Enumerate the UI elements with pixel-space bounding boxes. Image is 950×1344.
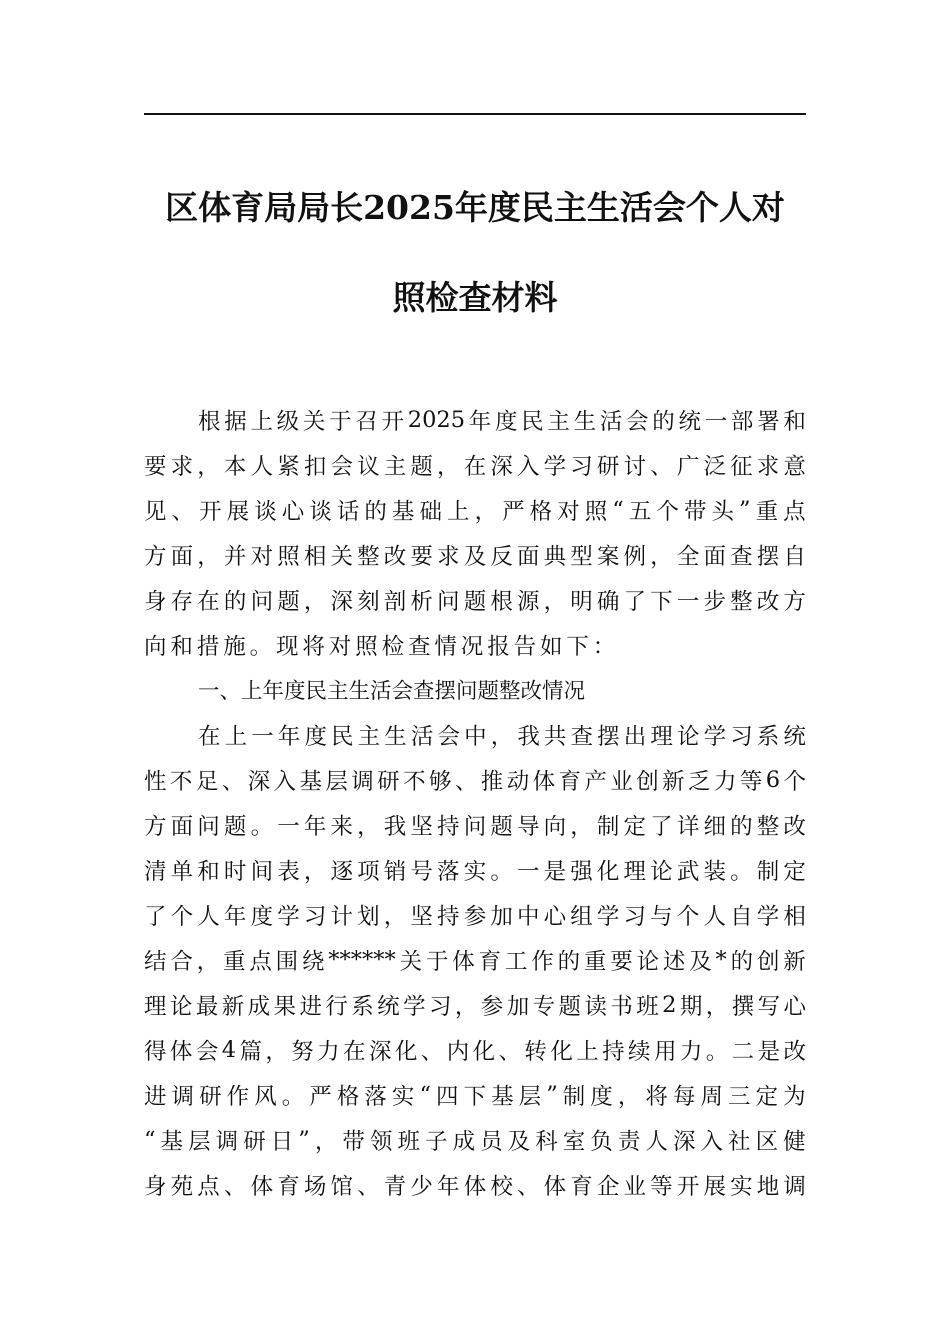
document-title <box>144 163 806 343</box>
paragraph-line: 结 合 ， 重 点 围 绕 ****** 关 于 体 育 工 作 的 重 要 论 述 及 * 的 创 新 <box>144 946 806 975</box>
paragraph-line: 根 据 上 级 关 于 召 开 2025 年 度 民 主 生 活 会 的 统 一 部 署 和 <box>198 406 806 435</box>
paragraph-line: 得 体 会 4 篇 ， 努 力 在 深 化 、 内 化 、 转 化 上 持 续 用 力 。 二 是 改 <box>144 1036 806 1065</box>
paragraph-line: 理 论 最 新 成 果 进 行 系 统 学 习 ， 参 加 专 题 读 书 班 2 期 ， 撰 写 心 <box>144 991 806 1020</box>
title-line: 照检查材料 <box>392 278 558 317</box>
paragraph-line: 清 单 和 时 间 表 ， 逐 项 销 号 落 实 。 一 是 强 化 理 论 武 装 。 制 定 <box>144 858 806 885</box>
paragraph-line: “ 基 层 调 研 日 ” ， 带 领 班 子 成 员 及 科 室 负 责 人 深 入 社 区 健 <box>144 1126 806 1155</box>
paragraph-line: 性 不 足 、 深 入 基 层 调 研 不 够 、 推 动 体 育 产 业 创 新 乏 力 等 6 个 <box>144 766 806 795</box>
section-heading: 一、上年度民主生活会查摆问题整改情况 <box>198 679 586 704</box>
paragraph-line: 在 上 一 年 度 民 主 生 活 会 中 ， 我 共 查 摆 出 理 论 学 习 系 统 <box>198 723 806 750</box>
paragraph-line: 向和措施。现将对照检查情况报告如下： <box>144 633 620 660</box>
paragraph-line: 要 求 ， 本 人 紧 扣 会 议 主 题 ， 在 深 入 学 习 研 讨 、 广 泛 征 求 意 <box>144 453 806 480</box>
title-line: 区体育局局长2025年度民主生活会个人对 <box>165 188 785 227</box>
paragraph-line: 方 面 ， 并 对 照 相 关 整 改 要 求 及 反 面 典 型 案 例 ， 全 面 查 摆 自 <box>144 543 806 570</box>
paragraph-line: 进 调 研 作 风 。 严 格 落 实 “ 四 下 基 层 ” 制 度 ， 将 每 周 三 定 为 <box>144 1081 806 1110</box>
paragraph-line: 了 个 人 年 度 学 习 计 划 ， 坚 持 参 加 中 心 组 学 习 与 个 人 自 学 相 <box>144 903 806 930</box>
paragraph-line: 见 、 开 展 谈 心 谈 话 的 基 础 上 ， 严 格 对 照 “ 五 个 带 头 ” 重 点 <box>144 496 806 525</box>
paragraph-line: 身 苑 点 、 体 育 场 馆 、 青 少 年 体 校 、 体 育 企 业 等 开 展 实 地 调 <box>144 1173 806 1200</box>
header-rule <box>144 113 806 115</box>
paragraph-line: 身 存 在 的 问 题 ， 深 刻 剖 析 问 题 根 源 ， 明 确 了 下 一 步 整 改 方 <box>144 588 806 615</box>
paragraph-line: 方 面 问 题 。 一 年 来 ， 我 坚 持 问 题 导 向 ， 制 定 了 详 细 的 整 改 <box>144 813 806 840</box>
document-body <box>144 397 806 1207</box>
